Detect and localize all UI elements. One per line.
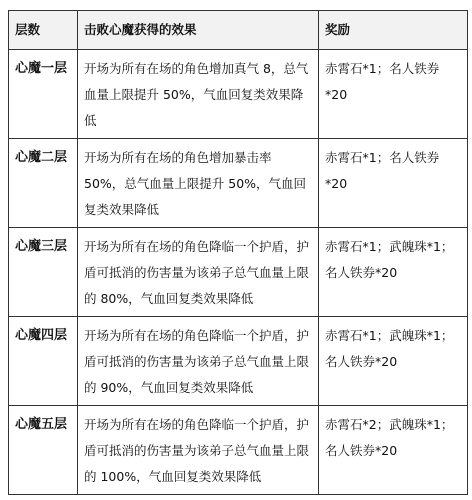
level-cell: 心魔一层 — [9, 50, 78, 139]
header-reward: 奖励 — [319, 11, 468, 50]
effect-cell: 开场为所有在场的角色降临一个护盾，护盾可抵消的伤害量为该弟子总气血量上限的 100%，气血回复类效果降低 — [78, 406, 319, 495]
level-cell: 心魔四层 — [9, 317, 78, 406]
reward-cell: 赤霄石*1；武魄珠*1；名人铁券*20 — [319, 228, 468, 317]
effect-cell: 开场为所有在场的角色增加暴击率 50%，总气血量上限提升 50%，气血回复类效果降低 — [78, 139, 319, 228]
reward-cell: 赤霄石*1；名人铁券*20 — [319, 139, 468, 228]
effect-cell: 开场为所有在场的角色增加真气 8，总气血量上限提升 50%，气血回复类效果降低 — [78, 50, 319, 139]
effect-cell: 开场为所有在场的角色降临一个护盾，护盾可抵消的伤害量为该弟子总气血量上限的 80%，气血回复类效果降低 — [78, 228, 319, 317]
table-row — [9, 406, 468, 495]
reward-cell: 赤霄石*1；名人铁券*20 — [319, 50, 468, 139]
reward-cell: 赤霄石*1；武魄珠*1；名人铁券*20 — [319, 317, 468, 406]
header-effect: 击败心魔获得的效果 — [78, 11, 319, 50]
table-row — [9, 317, 468, 406]
table-header-row — [9, 11, 468, 50]
level-cell: 心魔二层 — [9, 139, 78, 228]
header-level: 层数 — [9, 11, 78, 50]
level-cell: 心魔五层 — [9, 406, 78, 495]
table-row — [9, 139, 468, 228]
table-row — [9, 50, 468, 139]
rewards-table — [8, 10, 468, 495]
table-row — [9, 228, 468, 317]
reward-cell: 赤霄石*2；武魄珠*1；名人铁券*20 — [319, 406, 468, 495]
level-cell: 心魔三层 — [9, 228, 78, 317]
effect-cell: 开场为所有在场的角色降临一个护盾，护盾可抵消的伤害量为该弟子总气血量上限的 90%，气血回复类效果降低 — [78, 317, 319, 406]
